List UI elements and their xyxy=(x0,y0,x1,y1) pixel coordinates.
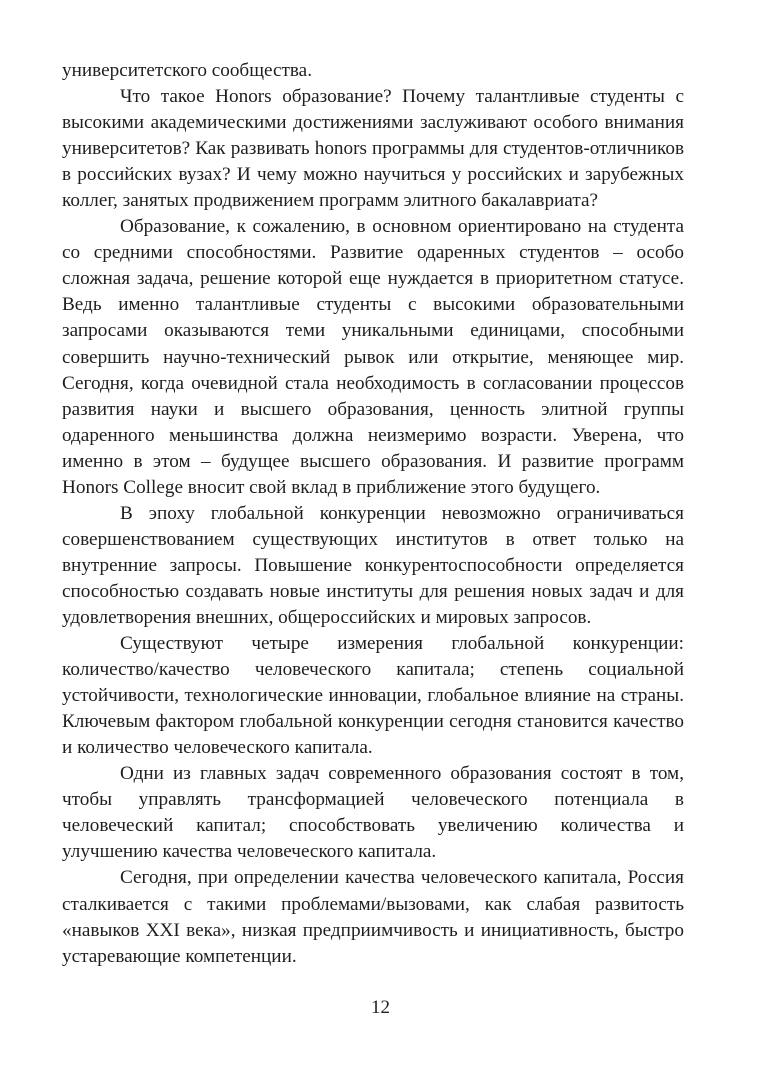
document-body xyxy=(62,58,684,970)
paragraph-continuation: университетского сообщества. xyxy=(62,60,312,81)
paragraph-education-tasks: Одни из главных задач современного образования состоят в том, чтобы управлять трансформацией человеческого потенциала в человеческий капитал; способствовать увеличению количества и улучшению качества человеческого капитала. xyxy=(62,763,684,863)
paragraph-four-dimensions: Существуют четыре измерения глобальной конкуренции: количество/качество человеческого капитала; степень социальной устойчивости, технологические инновации, глобальное влияние на страны. Ключевым фактором глобальной конкуренции сегодня становится качество и количество человеческого капитала. xyxy=(62,633,684,759)
paragraph-honors-questions: Что такое Honors образование? Почему талантливые студенты с высокими академическими достижениями заслуживают особого внимания университетов? Как развивать honors программы для студентов-отличников в российских вузах? И чему можно научиться у российских и зарубежных коллег, занятых продвижением программ элитного бакалавриата? xyxy=(62,86,684,212)
page-number: 12 xyxy=(371,997,390,1018)
paragraph-gifted-students: Образование, к сожалению, в основном ориентировано на студента со средними способностями. Развитие одаренных студентов – особо сложная задача, решение которой еще нуждается в приоритетном статусе. Ведь именно талантливые студенты с высокими образовательными запросами оказываются теми уникальными единицами, способными совершить научно-технический рывок или открытие, меняющее мир. Сегодня, когда очевидной стала необходимость в согласовании процессов развития науки и высшего образования, ценность элитной группы одаренного меньшинства должна неизмеримо возрасти. Уверена, что именно в этом – будущее высшего образования. И развитие программ Honors College вносит свой вклад в приближение этого будущего. xyxy=(62,216,684,498)
paragraph-russia-challenges: Сегодня, при определении качества человеческого капитала, Россия сталкивается с такими проблемами/вызовами, как слабая развитость «навыков XXI века», низкая предприимчивость и инициативность, быстро устаревающие компетенции. xyxy=(62,867,684,967)
paragraph-global-competition: В эпоху глобальной конкуренции невозможно ограничиваться совершенствованием существующих институтов в ответ только на внутренние запросы. Повышение конкурентоспособности определяется способностью создавать новые институты для решения новых задач и для удовлетворения внешних, общероссийских и мировых запросов. xyxy=(62,502,684,628)
